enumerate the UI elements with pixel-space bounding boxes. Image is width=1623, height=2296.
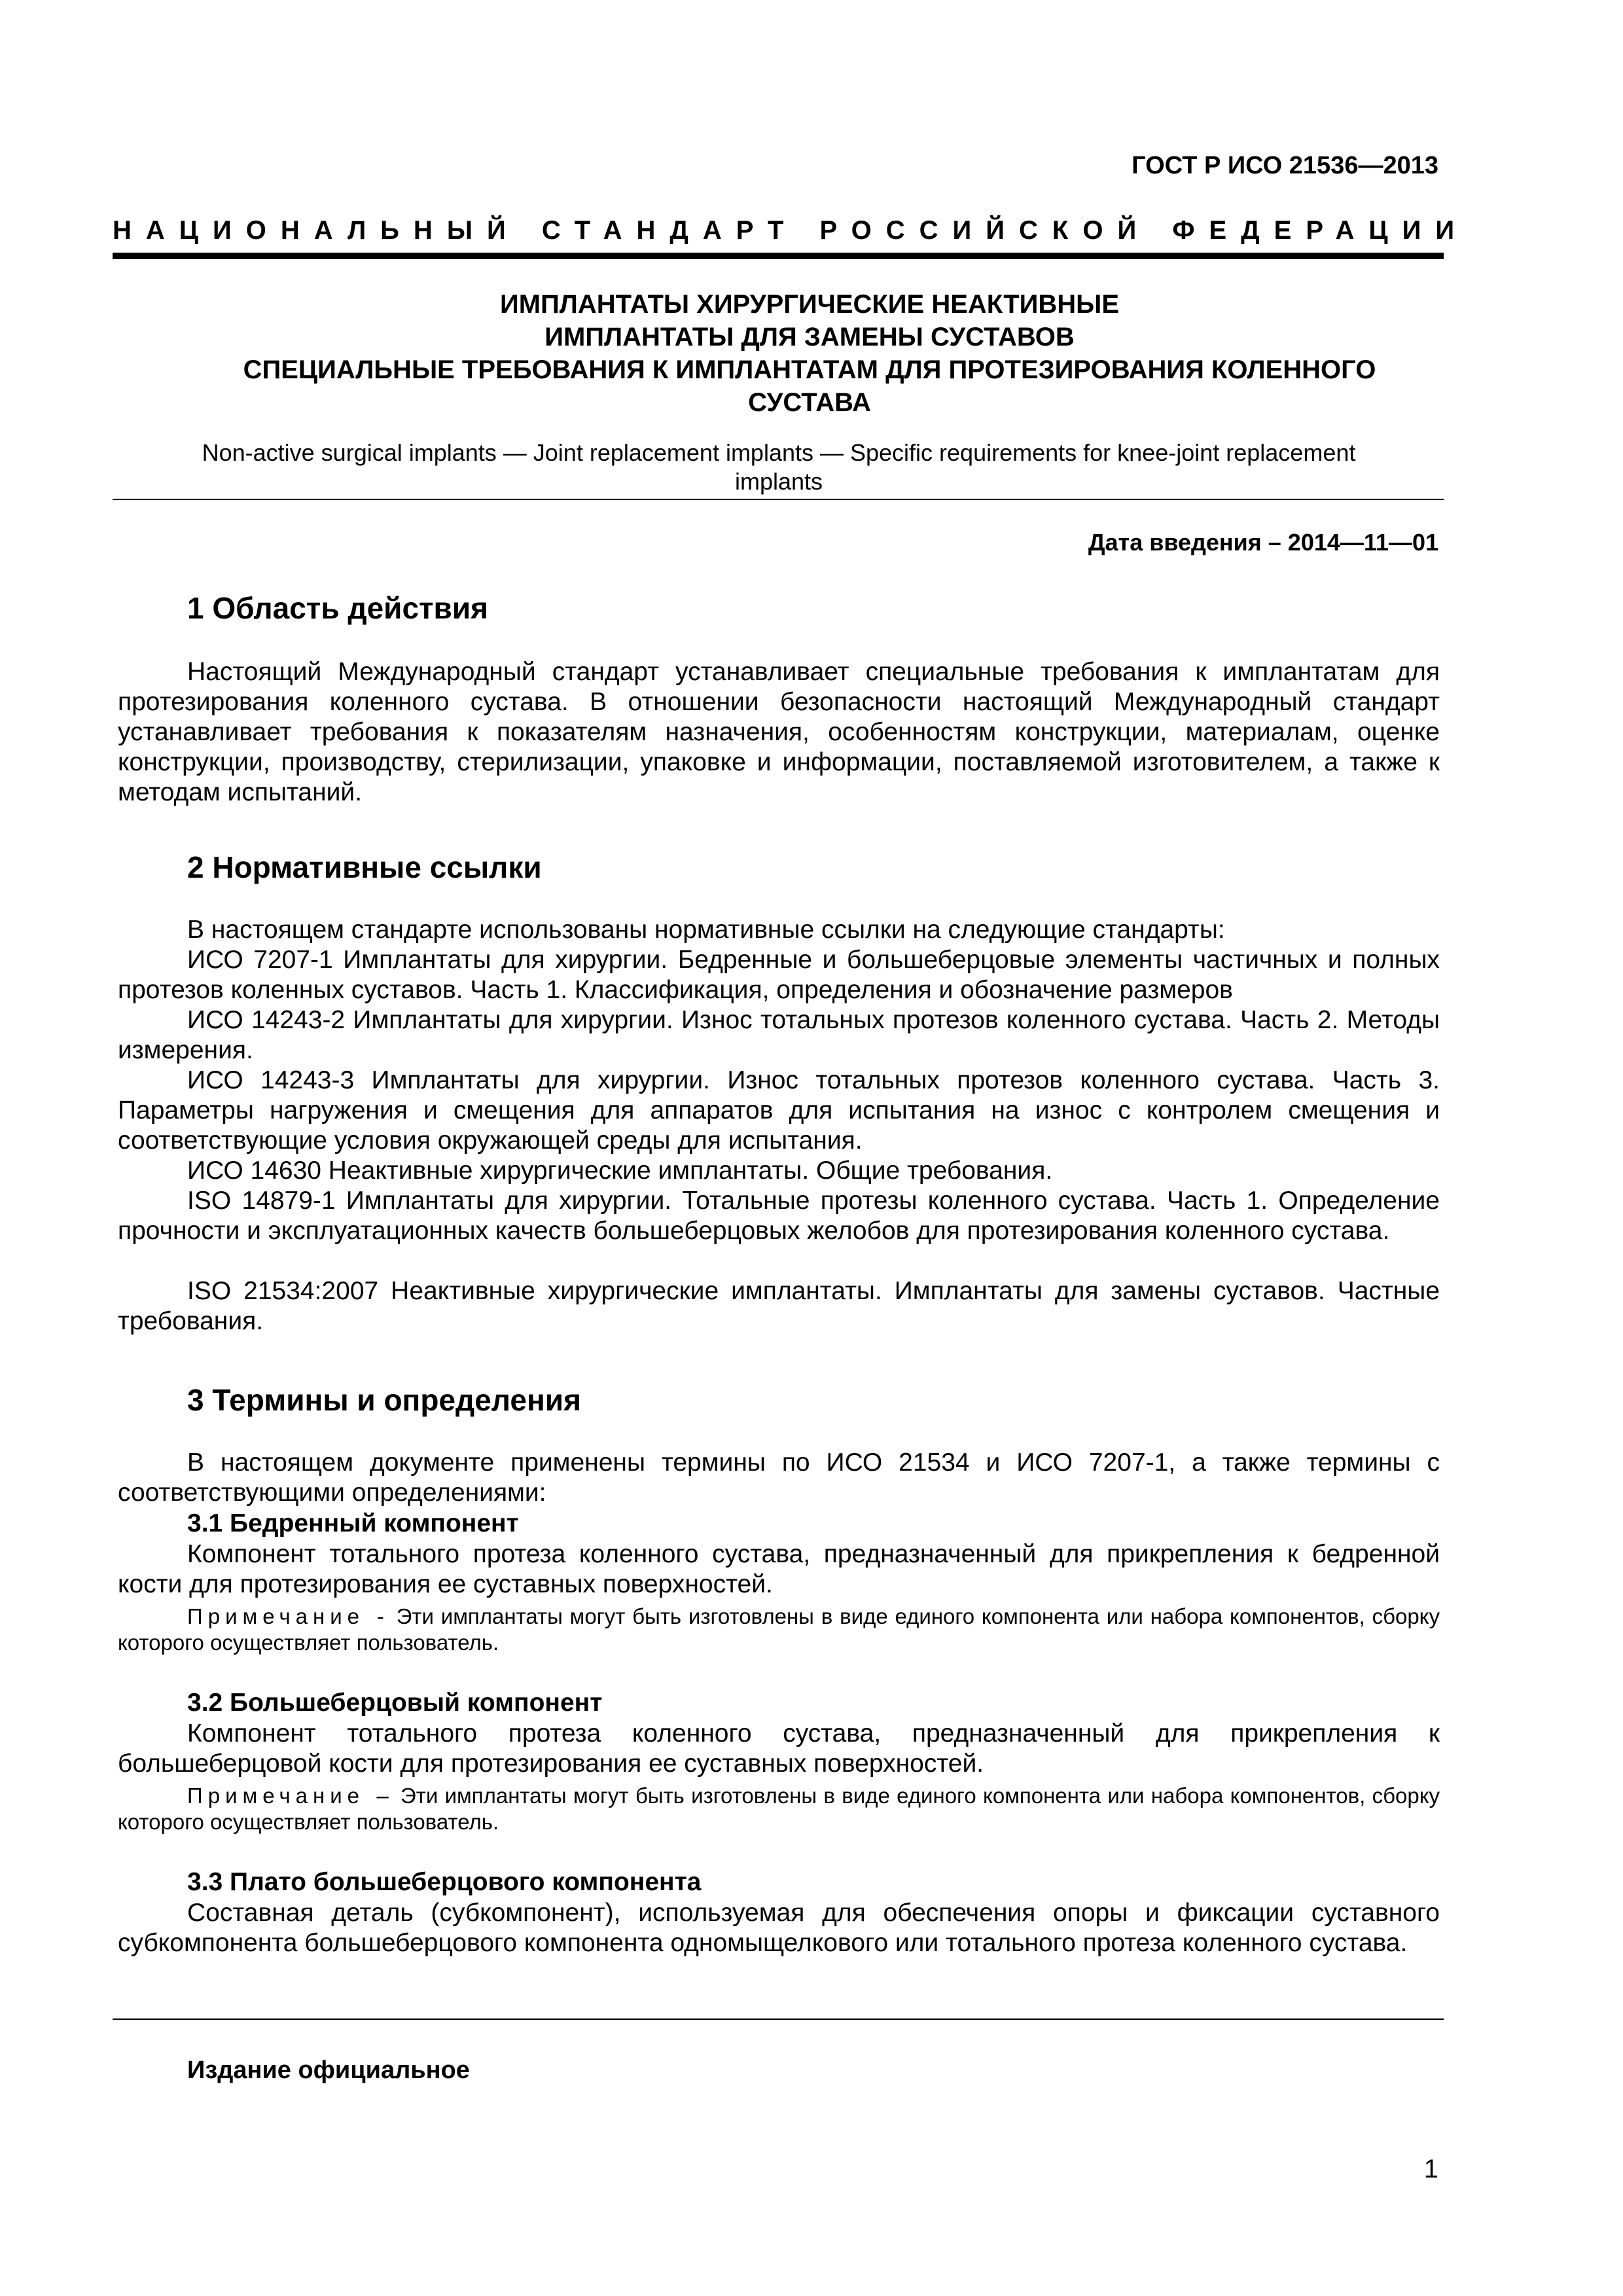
national-standard-banner: НАЦИОНАЛЬНЫЙ СТАНДАРТ РОССИЙСКОЙ ФЕДЕРАЦИИ	[113, 216, 1469, 245]
definition-text: Компонент тотального протеза коленного сустава, предназначенный для прикрепления к бедренной кости для протезирования ее суставных поверхностей.	[118, 1540, 1440, 1598]
title-line: ИМПЛАНТАТЫ ДЛЯ ЗАМЕНЫ СУСТАВОВ	[544, 323, 1075, 351]
definition-text: Компонент тотального протеза коленного сустава, предназначенный для прикрепления к большеберцовой кости для протезирования ее суставных поверхностей.	[118, 1719, 1440, 1778]
paragraph-text: В настоящем стандарте использованы нормативные ссылки на следующие стандарты:	[187, 916, 1225, 944]
reference-text: ИСО 14243-2 Имплантаты для хирургии. Износ тотальных протезов коленного сустава. Часть 2. Методы измерения.	[118, 1006, 1440, 1064]
reference-item	[118, 1156, 1440, 1186]
english-title: Non-active surgical implants — Joint replacement implants — Specific requirements for knee-joint replacement implants	[202, 439, 1356, 495]
title-line: СУСТАВА	[748, 388, 871, 417]
section-heading: 2 Нормативные ссылки	[187, 850, 542, 884]
reference-item	[118, 945, 1440, 1005]
title-line: ИМПЛАНТАТЫ ХИРУРГИЧЕСКИЕ НЕАКТИВНЫЕ	[499, 290, 1120, 319]
paragraph	[118, 657, 1440, 808]
reference-text: ИСО 14630 Неактивные хирургические имплантаты. Общие требования.	[187, 1157, 1053, 1185]
document-title	[113, 288, 1507, 419]
page-number: 1	[1423, 2155, 1438, 2183]
reference-item	[118, 1276, 1440, 1336]
section-heading: 3 Термины и определения	[187, 1383, 581, 1417]
term-title: 3.1 Бедренный компонент	[187, 1509, 519, 1537]
reference-item	[118, 1066, 1440, 1156]
reference-item	[118, 1186, 1440, 1246]
term-title: 3.2 Большеберцовый компонент	[187, 1689, 603, 1717]
introduction-date: Дата введения – 2014—11—01	[1088, 529, 1438, 556]
reference-text: ИСО 14243-3 Имплантаты для хирургии. Износ тотальных протезов коленного сустава. Часть 3. Параметры нагружения и смещения для аппаратов для испытания на износ с контролем смещения и соответствующие условия окружающей среды для испытания.	[118, 1066, 1440, 1155]
header-divider	[113, 253, 1444, 259]
note-label: Примечание –	[187, 1784, 394, 1808]
reference-item	[118, 1005, 1440, 1066]
term-note	[118, 1604, 1440, 1656]
paragraph	[118, 915, 1440, 945]
paragraph	[118, 1448, 1440, 1508]
edition-label: Издание официальное	[187, 2056, 470, 2084]
term-title: 3.3 Плато большеберцового компонента	[187, 1868, 702, 1896]
reference-text: ISO 14879-1 Имплантаты для хирургии. Тотальные протезы коленного сустава. Часть 1. Определение прочности и эксплуатационных качеств большеберцовых желобов для протезирования коленного сустава.	[118, 1187, 1440, 1245]
term-definition	[118, 1539, 1440, 1600]
note-text: Эти имплантаты могут быть изготовлены в виде единого компонента или набора компонентов, сборку которого осуществляет пользователь.	[118, 1604, 1440, 1655]
reference-text: ISO 21534:2007 Неактивные хирургические имплантаты. Имплантаты для замены суставов. Частные требования.	[118, 1277, 1440, 1335]
section-heading: 1 Область действия	[187, 591, 488, 625]
footer-divider	[113, 2018, 1444, 2020]
paragraph-text: Настоящий Международный стандарт устанавливает специальные требования к имплантатам для протезирования коленного сустава. В отношении безопасности настоящий Международный стандарт устанавливает требования к показателям назначения, особенностям конструкции, материалам, оценке конструкции, производству, стерилизации, упаковке и информации, поставляемой изготовителем, а также к методам испытаний.	[118, 658, 1440, 806]
paragraph-text: В настоящем документе применены термины по ИСО 21534 и ИСО 7207-1, а также термины с соответствующими определениями:	[118, 1448, 1440, 1507]
note-label: Примечание -	[187, 1604, 389, 1628]
term-definition	[118, 1898, 1440, 1958]
term-definition	[118, 1719, 1440, 1779]
term-note	[118, 1783, 1440, 1835]
standard-code: ГОСТ Р ИСО 21536—2013	[1132, 152, 1438, 179]
title-line: СПЕЦИАЛЬНЫЕ ТРЕБОВАНИЯ К ИМПЛАНТАТАМ ДЛЯ ПРОТЕЗИРОВАНИЯ КОЛЕННОГО	[243, 355, 1376, 384]
title-divider	[113, 499, 1444, 500]
reference-text: ИСО 7207-1 Имплантаты для хирургии. Бедренные и большеберцовые элементы частичных и полных протезов коленных суставов. Часть 1. Классификация, определения и обозначение размеров	[118, 946, 1440, 1004]
definition-text: Составная деталь (субкомпонент), используемая для обеспечения опоры и фиксации суставного субкомпонента большеберцового компонента одномыщелкового или тотального протеза коленного сустава.	[118, 1899, 1440, 1957]
note-text: Эти имплантаты могут быть изготовлены в виде единого компонента или набора компонентов, сборку которого осуществляет пользователь.	[118, 1784, 1440, 1834]
